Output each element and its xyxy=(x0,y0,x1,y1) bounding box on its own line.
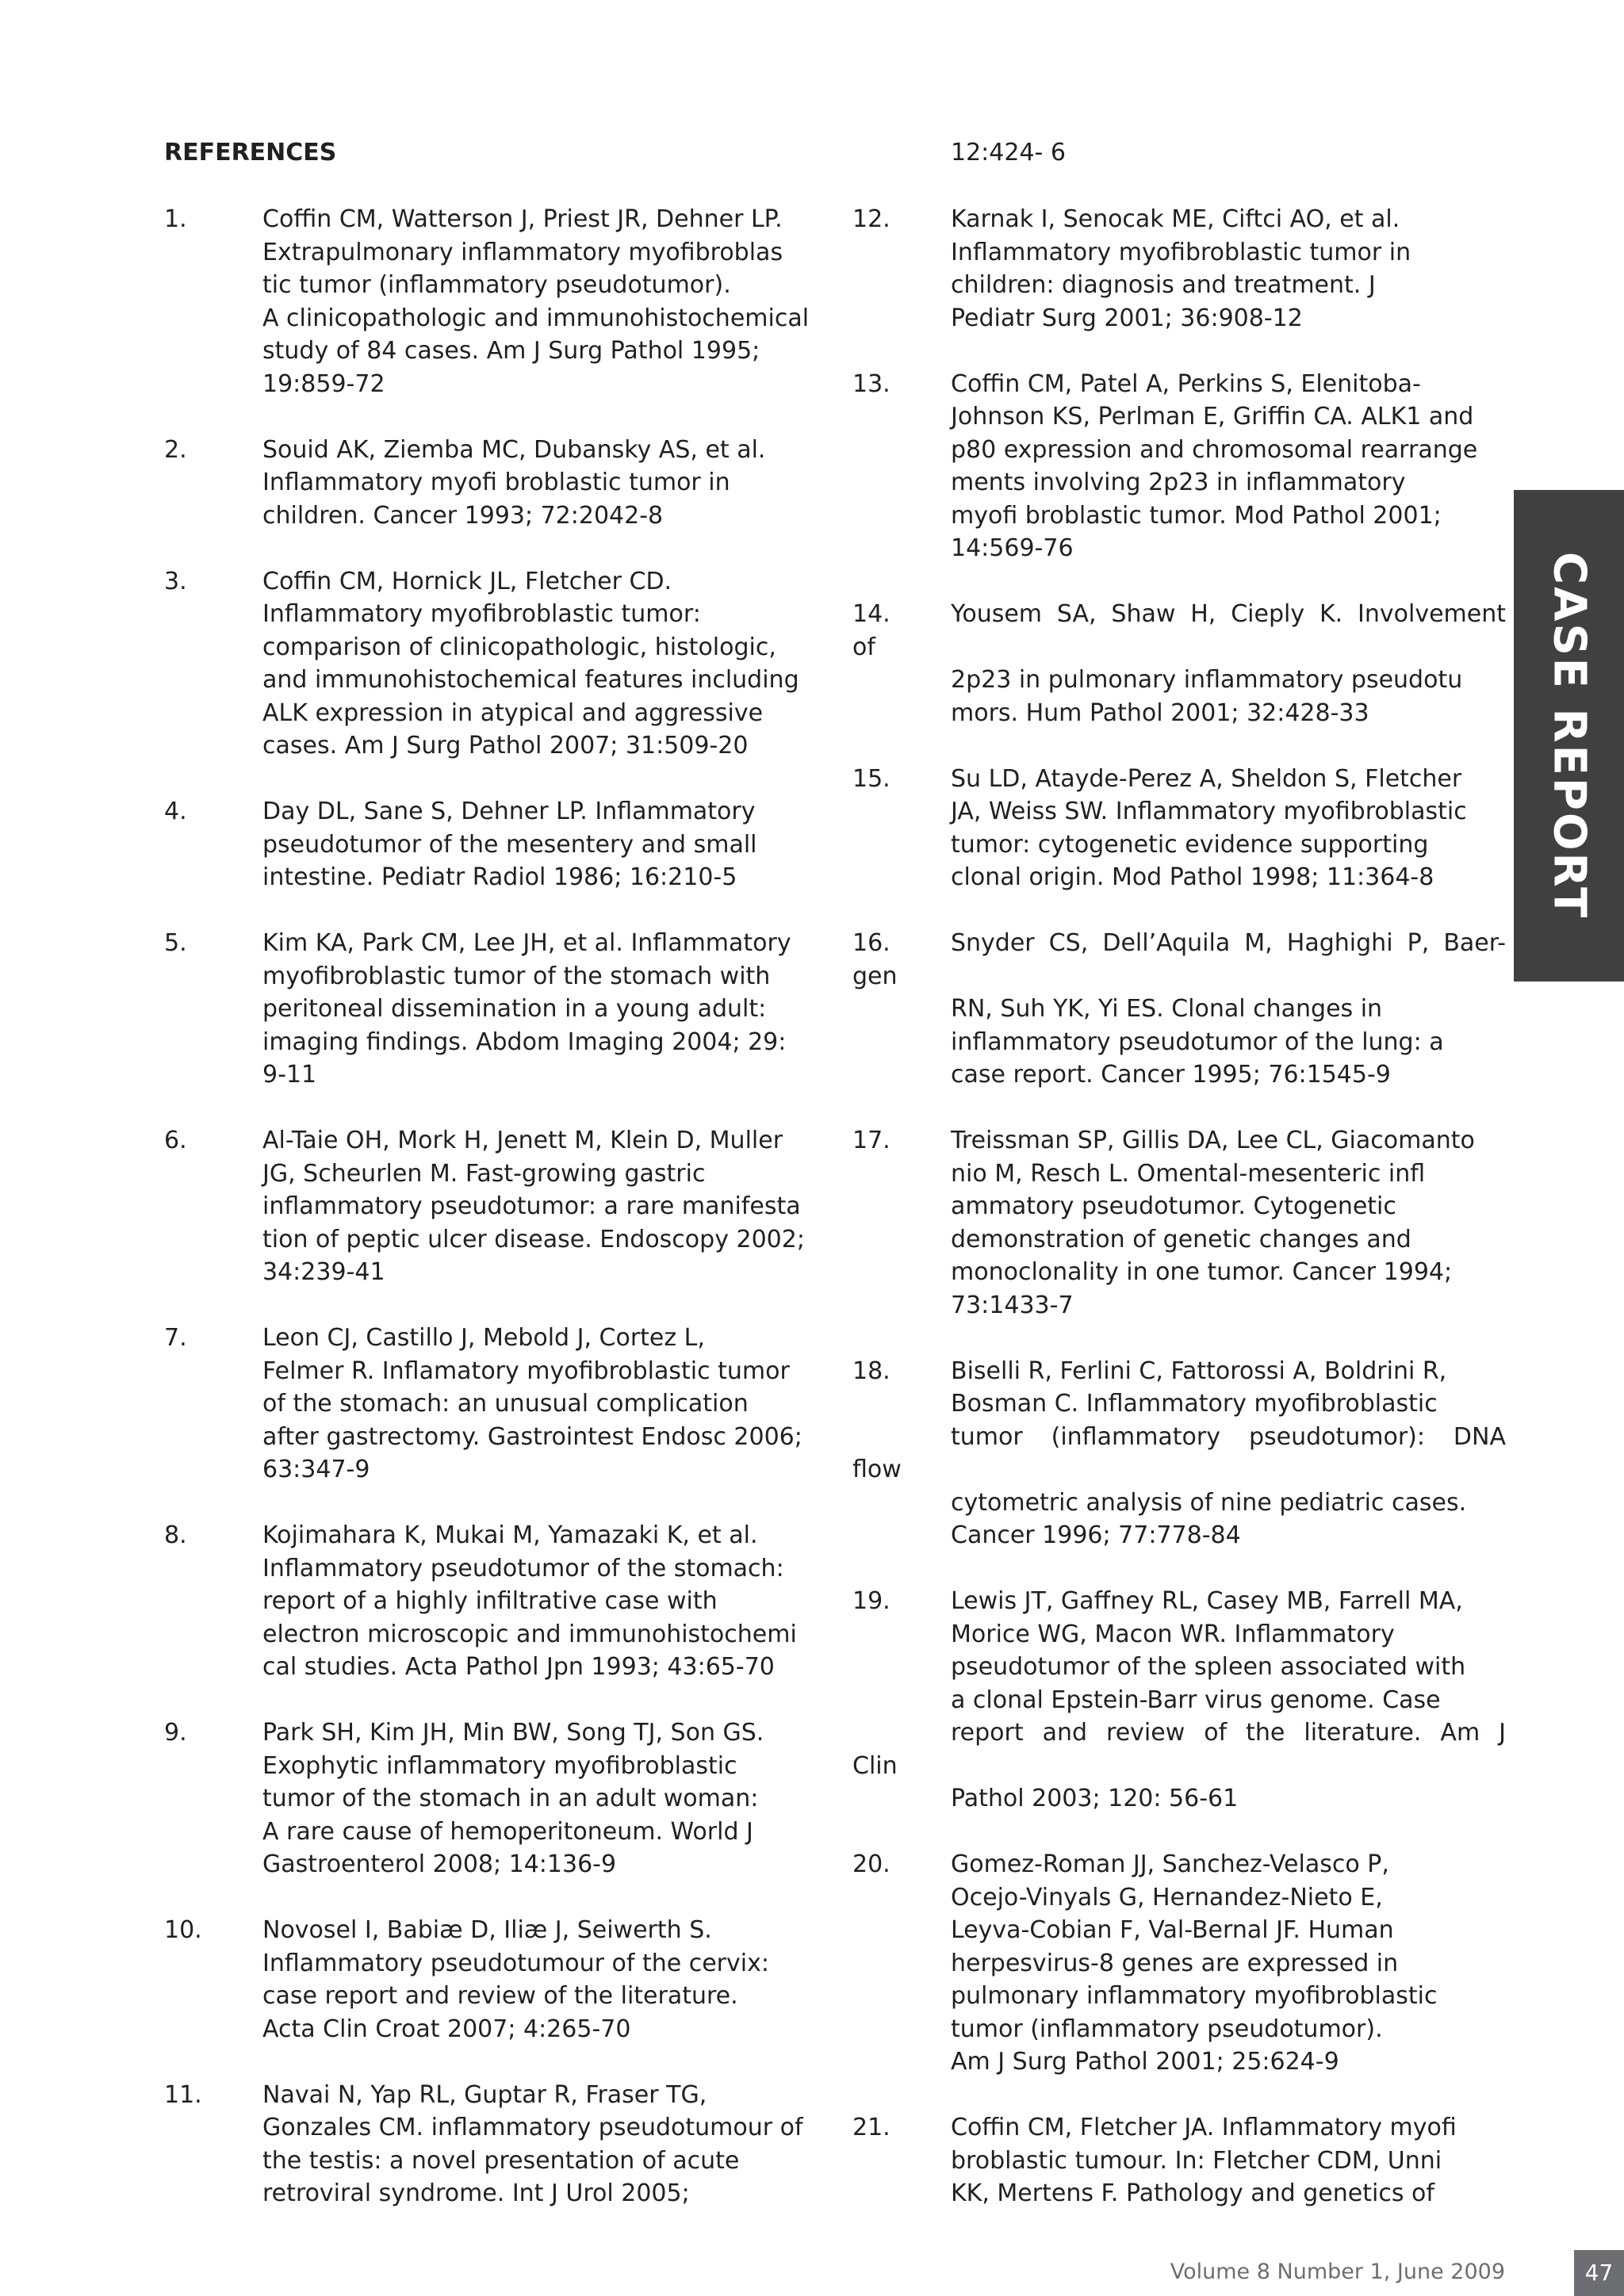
reference-item xyxy=(852,2111,1503,2210)
reference-number: 20. xyxy=(852,1850,891,1878)
reference-text-lines: Kojimahara K, Mukai M, Yamazaki K, et al. Inflammatory pseudotumor of the stomach: report of a highly infiltrative case with electron microscopic and immunohistochemi cal studies. Acta Pathol Jpn 1993; 43:65-70 xyxy=(262,1521,797,1681)
reference-text-lines: Day DL, Sane S, Dehner LP. Inflammatory pseudotumor of the mesentery and small intestine. Pediatr Radiol 1986; 16:210-5 xyxy=(262,798,757,891)
reference-number: 10. xyxy=(164,1916,202,1944)
reference-text-justified-line: tumor (inflammatory pseudotumor): DNA xyxy=(951,1422,1506,1451)
reference-number: 3. xyxy=(164,567,187,595)
reference-text-lines: Coffin CM, Patel A, Perkins S, Elenitoba- Johnson KS, Perlman E, Griffin CA. ALK1 and p80 expression and chromosomal rearrange ments involving 2p23 in inflammatory myofi broblastic tumor. Mod Pathol 2001; 14:569-76 xyxy=(951,369,1478,562)
reference-text xyxy=(262,434,822,533)
reference-text-justified-line: Yousem SA, Shaw H, Cieply K. Involvement xyxy=(951,600,1506,628)
reference-item xyxy=(164,434,822,533)
section-tab xyxy=(1514,490,1624,982)
reference-item xyxy=(852,927,1506,1092)
reference-text-lines: Pathol 2003; 120: 56-61 xyxy=(951,1785,1239,1812)
reference-text xyxy=(951,1848,1506,2079)
reference-number: 16. xyxy=(852,929,891,957)
reference-text-lines: Novosel I, Babiæ D, Iliæ J, Seiwerth S. Inflammatory pseudotumour of the cervix: case report and review of the literature. Acta Clin Croat 2007; 4:265-70 xyxy=(262,1916,769,2043)
reference-number: 8. xyxy=(164,1521,187,1549)
reference-item xyxy=(164,1716,822,1881)
reference-item xyxy=(852,1585,1506,1816)
reference-overflow-line xyxy=(852,1750,1506,1783)
page-number: 47 xyxy=(1574,2250,1624,2296)
reference-number: 17. xyxy=(852,1127,891,1154)
reference-text-lines: Coffin CM, Hornick JL, Fletcher CD. Inflammatory myofibroblastic tumor: comparison of clinicopathologic, histologic, and immunohistochemical features including ALK expression in atypical and aggressive cases. Am J Surg Pathol 2007; 31:509-20 xyxy=(262,567,799,760)
reference-text xyxy=(262,1519,822,1684)
reference-item xyxy=(852,763,1503,894)
reference-text xyxy=(951,203,1506,335)
reference-overflow-line xyxy=(852,960,1506,993)
section-tab-label: CASE REPORT xyxy=(1543,551,1595,920)
reference-text-lines: Kim KA, Park CM, Lee JH, et al. Inflammatory myofibroblastic tumor of the stomach with peritoneal dissemination in a young adult: imaging findings. Abdom Imaging 2004; 29: 9-11 xyxy=(262,929,791,1089)
reference-number: 5. xyxy=(164,929,187,957)
reference-number: 9. xyxy=(164,1719,187,1747)
reference-text-lines: Al-Taie OH, Mork H, Jenett M, Klein D, Muller JG, Scheurlen M. Fast-growing gastric inflammatory pseudotumor: a rare manifesta tion of peptic ulcer disease. Endoscopy 2002; 34:239-41 xyxy=(262,1127,805,1286)
reference-text-lines: Gomez-Roman JJ, Sanchez-Velasco P, Ocejo-Vinyals G, Hernandez-Nieto E, Leyva-Cobian F, Val-Bernal JF. Human herpesvirus-8 genes are expressed in pulmonary inflammatory myofibroblastic tumor (inflammatory pseudotumor). Am J Surg Pathol 2001; 25:624-9 xyxy=(951,1850,1438,2076)
reference-text xyxy=(262,1322,822,1487)
reference-text xyxy=(262,2079,822,2210)
reference-number: 6. xyxy=(164,1127,187,1154)
footer-issue: Volume 8 Number 1, June 2009 xyxy=(1170,2260,1505,2284)
reference-item xyxy=(852,1355,1506,1552)
reference-number: 2. xyxy=(164,435,187,464)
reference-number: 11. xyxy=(164,2080,202,2109)
reference-text xyxy=(951,2111,1506,2210)
reference-text xyxy=(262,927,822,1092)
reference-text-lines: Su LD, Atayde-Perez A, Sheldon S, Fletcher JA, Weiss SW. Inflammatory myofibroblastic tumor: cytogenetic evidence supporting clonal origin. Mod Pathol 1998; 11:364-8 xyxy=(951,764,1467,891)
reference-text xyxy=(262,1914,822,2045)
reference-overflow-line xyxy=(852,1453,1506,1487)
reference-text-justified-line: report and review of the literature. Am J xyxy=(951,1719,1506,1747)
reference-text-lines: Treissman SP, Gillis DA, Lee CL, Giacomanto nio M, Resch L. Omental-mesenteric infl ammatory pseudotumor. Cytogenetic demonstration of genetic changes and monoclonality in one tumor. Cancer 1994; 73:1433-7 xyxy=(951,1127,1475,1319)
reference-overflow-word: flow xyxy=(852,1456,902,1483)
reference-item xyxy=(852,203,1503,335)
reference-text-lines: Lewis JT, Gaffney RL, Casey MB, Farrell MA, Morice WG, Macon WR. Inflammatory pseudotumor of the spleen associated with a clonal Epstein-Barr virus genome. Case xyxy=(951,1587,1466,1714)
reference-text-lines: 2p23 in pulmonary inflammatory pseudotu mors. Hum Pathol 2001; 32:428-33 xyxy=(951,666,1463,727)
reference-text xyxy=(951,763,1506,894)
reference-item xyxy=(164,1124,822,1289)
reference-number: 1. xyxy=(164,205,187,233)
reference-text xyxy=(262,1716,822,1881)
reference-number: 7. xyxy=(164,1324,187,1352)
references-heading: REFERENCES xyxy=(164,139,337,166)
reference-text-lines: RN, Suh YK, Yi ES. Clonal changes in inflammatory pseudotumor of the lung: a case report. Cancer 1995; 76:1545-9 xyxy=(951,995,1444,1089)
reference-item xyxy=(164,1322,822,1487)
reference-item xyxy=(164,565,822,763)
reference-number: 18. xyxy=(852,1357,891,1385)
reference-overflow-line xyxy=(852,631,1506,664)
reference-text-lines: Biselli R, Ferlini C, Fattorossi A, Boldrini R, Bosman C. Inflammatory myofibroblastic xyxy=(951,1357,1447,1418)
reference-number: 14. xyxy=(852,600,891,628)
reference-text-lines: Coffin CM, Fletcher JA. Inflammatory myofi broblastic tumour. In: Fletcher CDM, Unni KK, Mertens F. Pathology and genetics of xyxy=(951,2114,1457,2207)
reference-item xyxy=(164,927,822,1092)
reference-overflow-word: Clin xyxy=(852,1751,898,1780)
reference-item xyxy=(852,1124,1503,1322)
reference-text xyxy=(262,565,822,763)
left-column xyxy=(164,203,822,2210)
reference-text-lines: Coffin CM, Watterson J, Priest JR, Dehner LP. Extrapulmonary inflammatory myofibroblas tic tumor (inflammatory pseudotumor). A clinicopathologic and immunohistochemical study of 84 cases. Am J Surg Pathol 1995; 19:859-72 xyxy=(262,205,810,398)
reference-item xyxy=(852,368,1503,565)
reference-text-lines: Park SH, Kim JH, Min BW, Song TJ, Son GS. Exophytic inflammatory myofibroblastic tumor of the stomach in an adult woman: A rare cause of hemoperitoneum. World J Gastroenterol 2008; 14:136-9 xyxy=(262,1719,764,1878)
reference-overflow-word: of xyxy=(852,633,875,661)
reference-number: 21. xyxy=(852,2114,891,2141)
reference-text xyxy=(262,795,822,894)
reference-text xyxy=(262,1124,822,1289)
reference-item xyxy=(164,203,822,400)
reference-text-lines: Leon CJ, Castillo J, Mebold J, Cortez L, Felmer R. Inflamatory myofibroblastic tumor of the stomach: an unusual complication after gastrectomy. Gastrointest Endosc 2006; 63:347-9 xyxy=(262,1324,802,1483)
reference-item xyxy=(852,598,1506,729)
reference-text-justified-line: Snyder CS, Dell’Aquila M, Haghighi P, Baer- xyxy=(951,929,1506,957)
reference-number: 15. xyxy=(852,764,891,793)
reference-text xyxy=(951,368,1506,565)
reference-item xyxy=(164,795,822,894)
reference-item xyxy=(852,1848,1503,2079)
continuation-text: 12:424- 6 xyxy=(951,139,1066,166)
reference-item xyxy=(164,1519,822,1684)
reference-text-lines: Karnak I, Senocak ME, Ciftci AO, et al. Inflammatory myofibroblastic tumor in children: diagnosis and treatment. J Pediatr Surg 2001; 36:908-12 xyxy=(951,205,1411,332)
reference-overflow-word: gen xyxy=(852,962,898,990)
reference-number: 19. xyxy=(852,1587,891,1615)
reference-number: 12. xyxy=(852,205,891,233)
reference-number: 4. xyxy=(164,798,187,825)
reference-text xyxy=(262,203,822,400)
right-column xyxy=(852,203,1506,2210)
reference-number: 13. xyxy=(852,369,891,398)
reference-item xyxy=(164,2079,822,2210)
reference-item xyxy=(164,1914,822,2045)
reference-text xyxy=(951,1124,1506,1322)
reference-text-lines: cytometric analysis of nine pediatric cases. Cancer 1996; 77:778-84 xyxy=(951,1488,1467,1549)
reference-text-lines: Navai N, Yap RL, Guptar R, Fraser TG, Gonzales CM. inflammatory pseudotumour of the testis: a novel presentation of acute retroviral syndrome. Int J Urol 2005; xyxy=(262,2080,803,2207)
reference-text-lines: Souid AK, Ziemba MC, Dubansky AS, et al. Inflammatory myofi broblastic tumor in children. Cancer 1993; 72:2042-8 xyxy=(262,435,766,530)
